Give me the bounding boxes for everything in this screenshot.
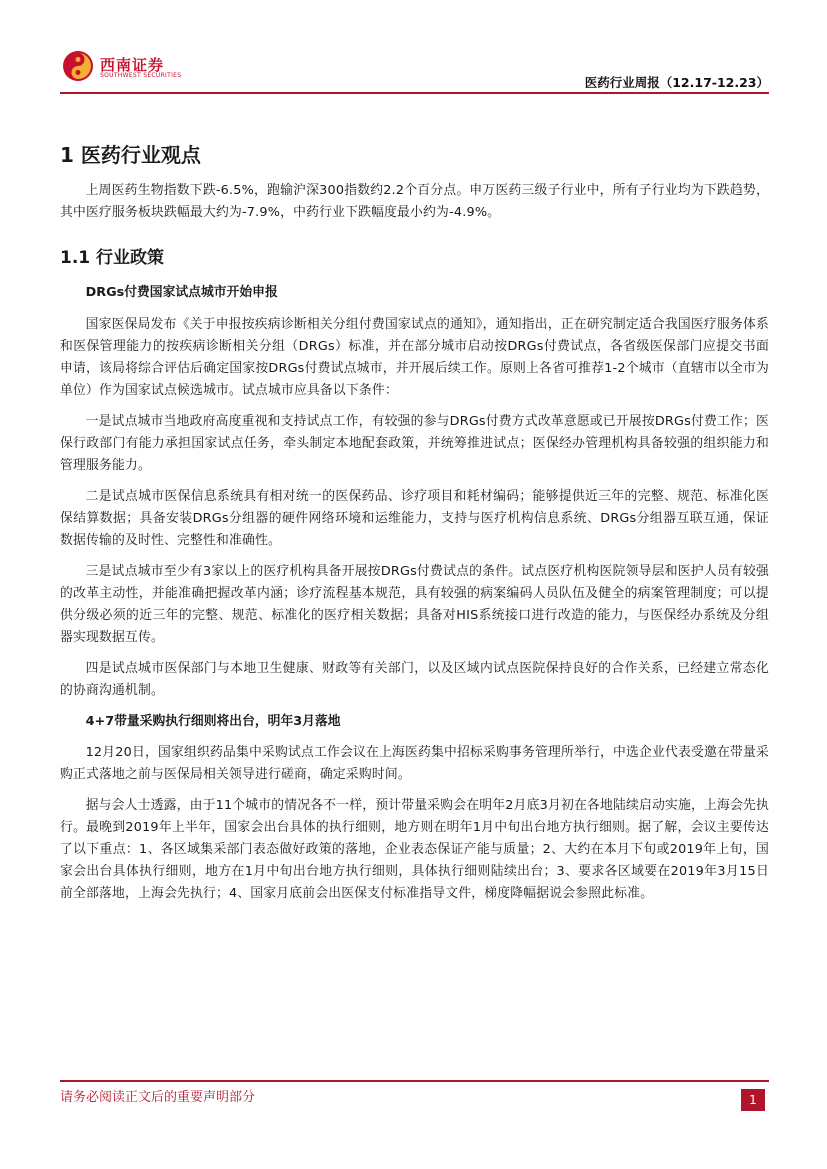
item-title-procurement: 4+7带量采购执行细则将出台，明年3月落地 <box>85 714 341 729</box>
header-divider <box>60 92 769 94</box>
procurement-paragraph-1: 12月20日，国家组织药品集中采购试点工作会议在上海医药集中招标采购事务管理所举行，中选企业代表受邀在带量采购正式落地之前与医保局相关领导进行磋商，确定采购时间。 <box>60 745 769 782</box>
logo-name-cn: 西南证券 <box>100 56 165 74</box>
drgs-paragraph-2: 一是试点城市当地政府高度重视和支持试点工作，有较强的参与DRGs付费方式改革意愿或已开展按DRGs付费工作；医保行政部门有能力承担国家试点任务，牵头制定本地配套政策，并统筹推进试点；医保经办管理机构具备较强的组织能力和管理服务能力。 <box>60 414 769 473</box>
report-title: 医药行业周报（12.17-12.23） <box>584 75 769 90</box>
section-heading: 1 医药行业观点 <box>60 143 201 167</box>
footer-divider <box>60 1080 769 1082</box>
drgs-paragraph-5: 四是试点城市医保部门与本地卫生健康、财政等有关部门，以及区域内试点医院保持良好的合作关系，已经建立常态化的协商沟通机制。 <box>60 661 769 698</box>
page-number: 1 <box>741 1089 765 1111</box>
logo-emblem-icon <box>62 50 94 82</box>
procurement-paragraph-2: 据与会人士透露，由于11个城市的情况各不一样，预计带量采购会在明年2月底3月初在各地陆续启动实施，上海会先执行。最晚到2019年上半年，国家会出台具体的执行细则，地方则在明年1月中旬出台地方执行细则。据了解，会议主要传达了以下重点：1、各区域集采部门表态做好政策的落地，企业表态保证产能与质量；2、大约在本月下旬或2019年上旬，国家会出台具体执行细则，地方在1月中旬出台地方执行细则，具体执行细则陆续出台；3、要求各区域要在2019年3月15日前全部落地，上海会先执行；4、国家月底前会出医保支付标准指导文件，梯度降幅据说会参照此标准。 <box>60 798 769 901</box>
subsection-heading: 1.1 行业政策 <box>60 248 165 268</box>
drgs-paragraph-4: 三是试点城市至少有3家以上的医疗机构具备开展按DRGs付费试点的条件。试点医疗机构医院领导层和医护人员有较强的改革主动性，并能准确把握改革内涵；诊疗流程基本规范，具有较强的病案编码人员队伍及健全的病案管理制度；可以提供分级必须的近三年的完整、规范、标准化的医疗相关数据；具备对HIS系统接口进行改造的能力，与医保经办系统及分组器实现数据互传。 <box>60 564 769 645</box>
company-logo <box>62 50 212 84</box>
section-paragraph: 上周医药生物指数下跌-6.5%，跑输沪深300指数约2.2个百分点。申万医药三级子行业中，所有子行业均为下跌趋势，其中医疗服务板块跌幅最大约为-7.9%，中药行业下跌幅度最小约为-4.9%。 <box>60 183 769 220</box>
main-content <box>60 140 769 905</box>
page-header <box>0 0 827 100</box>
logo-name-en: SOUTHWEST SECURITIES <box>100 72 182 79</box>
drgs-paragraph-3: 二是试点城市医保信息系统具有相对统一的医保药品、诊疗项目和耗材编码；能够提供近三年的完整、规范、标准化医保结算数据；具备安装DRGs分组器的硬件网络环境和运维能力，支持与医疗机构信息系统、DRGs分组器互联互通，保证数据传输的及时性、完整性和准确性。 <box>60 489 769 548</box>
footer-notice: 请务必阅读正文后的重要声明部分 <box>60 1090 256 1105</box>
item-title-drgs: DRGs付费国家试点城市开始申报 <box>85 285 278 300</box>
drgs-paragraph-1: 国家医保局发布《关于申报按疾病诊断相关分组付费国家试点的通知》，通知指出，正在研究制定适合我国医疗服务体系和医保管理能力的按疾病诊断相关分组（DRGs）标准，并在部分城市启动按DRGs付费试点，各省级医保部门应提交书面申请，该局将综合评估后确定国家按DRGs付费试点城市，并开展后续工作。原则上各省可推荐1-2个城市（直辖市以全市为单位）作为国家试点候选城市。试点城市应具备以下条件： <box>60 317 769 398</box>
